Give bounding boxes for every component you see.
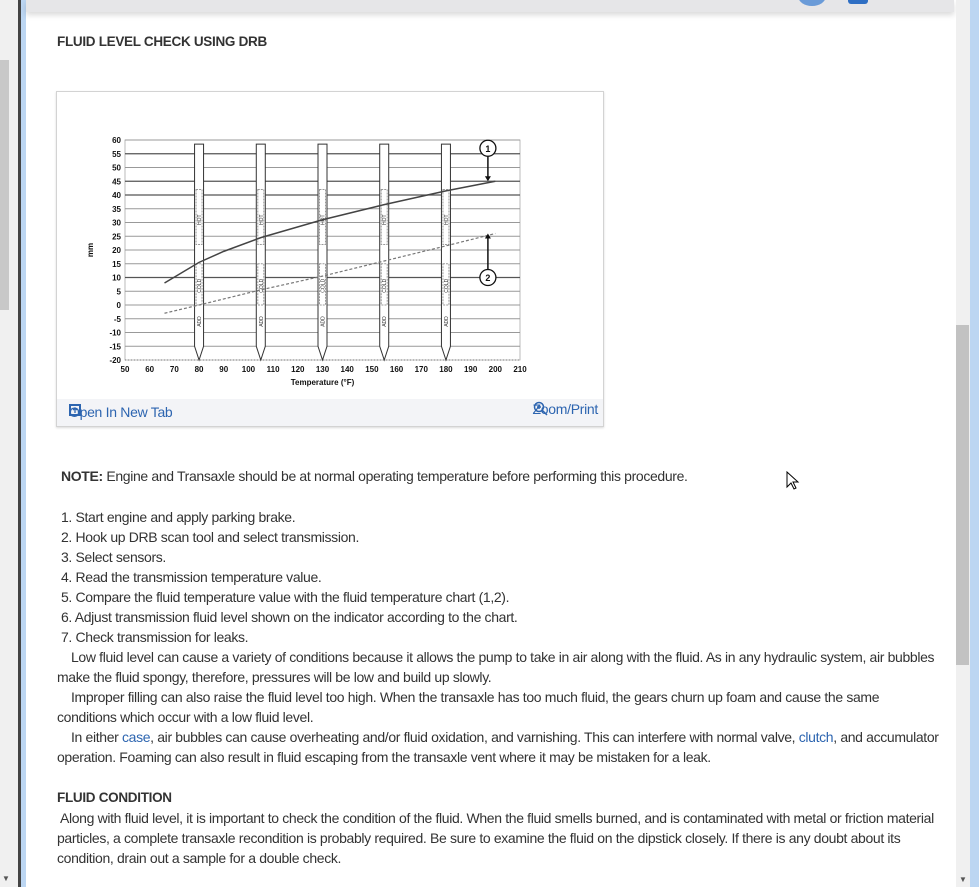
step-item: 7. Check transmission for leaks. xyxy=(61,629,249,645)
dipstick-label: HOT xyxy=(320,214,327,226)
note xyxy=(61,466,946,486)
mouse-cursor-icon xyxy=(786,471,800,491)
y-tick-label: 55 xyxy=(112,149,121,159)
open-new-tab-label: Open In New Tab xyxy=(69,404,173,420)
link-case[interactable]: case xyxy=(121,729,151,745)
paragraph-overfill: Improper filling can also raise the fluid level too high. When the transaxle has too much fluid, the gears churn up foam and cause the same conditions which occur with a low fluid level. xyxy=(57,689,880,725)
note-text: Engine and Transaxle should be at normal operating temperature before performing this procedure. xyxy=(102,468,688,484)
step-item: 1. Start engine and apply parking brake. xyxy=(61,509,296,525)
step-item: 3. Select sensors. xyxy=(61,549,166,565)
note-label: NOTE: xyxy=(61,468,103,484)
x-tick-label: 120 xyxy=(291,365,305,374)
y-tick-label: 60 xyxy=(112,136,121,145)
page-title: FLUID LEVEL CHECK USING DRB xyxy=(57,34,267,49)
open-new-tab-button[interactable] xyxy=(69,404,172,420)
zoom-print-button[interactable] xyxy=(533,401,598,417)
y-tick-label: -5 xyxy=(113,314,121,324)
section-heading-fluid-condition: FLUID CONDITION xyxy=(57,790,172,805)
y-tick-label: 0 xyxy=(116,301,121,310)
avatar[interactable] xyxy=(798,0,826,6)
dipstick-label: ADD xyxy=(320,316,327,327)
x-tick-label: 200 xyxy=(488,365,502,374)
step-item: 5. Compare the fluid temperature value with the fluid temperature chart (1,2). xyxy=(61,589,510,605)
scroll-down-arrow-icon[interactable]: ▼ xyxy=(2,874,10,883)
figure-toolbar xyxy=(57,399,603,426)
window-border xyxy=(970,0,979,887)
step-item: 4. Read the transmission temperature value. xyxy=(61,569,322,585)
x-tick-label: 150 xyxy=(365,365,379,374)
y-axis-label: mm xyxy=(86,242,95,258)
y-tick-label: 50 xyxy=(112,163,121,173)
left-scrollbar[interactable] xyxy=(0,0,18,887)
x-tick-label: 70 xyxy=(169,365,179,374)
zoom-in-icon xyxy=(533,401,548,416)
x-tick-label: 80 xyxy=(194,365,204,374)
dipstick-label: HOT xyxy=(382,214,389,226)
y-tick-label: 5 xyxy=(116,287,121,297)
x-tick-label: 100 xyxy=(241,365,256,374)
zoom-print-label: Zoom/Print xyxy=(532,401,598,417)
dipstick-label: COLD xyxy=(320,278,327,293)
y-tick-label: 35 xyxy=(112,204,121,214)
top-toolbar xyxy=(26,0,954,12)
y-tick-label: -10 xyxy=(109,328,121,338)
dipstick-label: ADD xyxy=(443,316,450,327)
paragraph-either-case xyxy=(57,727,942,767)
text: In either xyxy=(71,729,122,745)
dipstick-label: COLD xyxy=(382,278,389,293)
link-clutch[interactable]: clutch xyxy=(798,729,834,745)
x-tick-label: 60 xyxy=(145,365,155,374)
y-tick-label: 45 xyxy=(112,177,121,187)
y-tick-label: 15 xyxy=(112,259,121,269)
left-scroll-thumb[interactable] xyxy=(0,60,9,310)
scroll-down-arrow-icon[interactable]: ▼ xyxy=(959,875,967,884)
callout-label: 1 xyxy=(485,143,491,154)
y-tick-label: -20 xyxy=(109,356,121,365)
x-tick-label: 50 xyxy=(120,365,130,374)
x-axis-label: Temperature (°F) xyxy=(290,378,355,387)
dipstick-label: ADD xyxy=(197,316,204,327)
dipstick-label: ADD xyxy=(258,316,265,327)
text: , and accumulator operation. Foaming can also result in fluid escaping from the transaxle vent where it may be mistaken for a leak. xyxy=(57,729,939,765)
dipstick-label: ADD xyxy=(382,316,389,327)
fluid-level-chart[interactable] xyxy=(57,92,603,400)
dipstick-label: COLD xyxy=(197,278,204,293)
x-tick-label: 110 xyxy=(266,365,280,374)
y-tick-label: 25 xyxy=(112,232,121,242)
step-item: 2. Hook up DRB scan tool and select transmission. xyxy=(61,529,360,545)
callout-label: 2 xyxy=(485,273,491,283)
dipstick-label: HOT xyxy=(443,214,450,226)
x-tick-label: 140 xyxy=(340,365,354,374)
dipstick-label: HOT xyxy=(258,214,265,226)
x-tick-label: 90 xyxy=(219,365,229,374)
step-item: 6. Adjust transmission fluid level shown on the indicator according to the chart. xyxy=(61,609,518,625)
dipstick-label: HOT xyxy=(197,214,204,226)
figure-fluid-level-chart xyxy=(56,91,604,427)
paragraph-low-fluid: Low fluid level can cause a variety of conditions because it allows the pump to take in air along with the fluid. As in any hydraulic system, air bubbles make the fluid spongy, therefore, pressures will be low and build up slowly. xyxy=(57,649,935,685)
y-tick-label: 30 xyxy=(112,218,121,228)
y-tick-label: 10 xyxy=(112,273,121,283)
x-tick-label: 210 xyxy=(513,365,527,374)
x-tick-label: 170 xyxy=(414,365,428,374)
x-tick-label: 190 xyxy=(463,365,478,374)
dipstick-label: COLD xyxy=(258,278,265,293)
y-tick-label: 40 xyxy=(112,191,121,200)
open-new-tab-icon xyxy=(69,404,81,416)
text: , air bubbles can cause overheating and/or fluid oxidation, and varnishing. This can interfere with normal valve, xyxy=(150,729,799,745)
y-tick-label: 20 xyxy=(112,246,121,255)
toolbar-icon[interactable] xyxy=(848,0,868,4)
paragraph-fluid-condition: Along with fluid level, it is important to check the condition of the fluid. When the fluid smells burned, and is contaminated with metal or friction material particles, a complete transaxle recondition is probably required. Be sure to examine the fluid on the dipstick closely. If there is any doubt about its condition, drain out a sample for a double check. xyxy=(57,810,934,866)
y-tick-label: -15 xyxy=(109,342,121,352)
steps-list xyxy=(61,507,946,647)
x-tick-label: 180 xyxy=(439,365,453,374)
x-tick-label: 160 xyxy=(389,365,404,374)
x-tick-label: 130 xyxy=(315,365,330,374)
right-scroll-thumb[interactable] xyxy=(956,325,969,665)
dipstick-label: COLD xyxy=(443,278,450,293)
